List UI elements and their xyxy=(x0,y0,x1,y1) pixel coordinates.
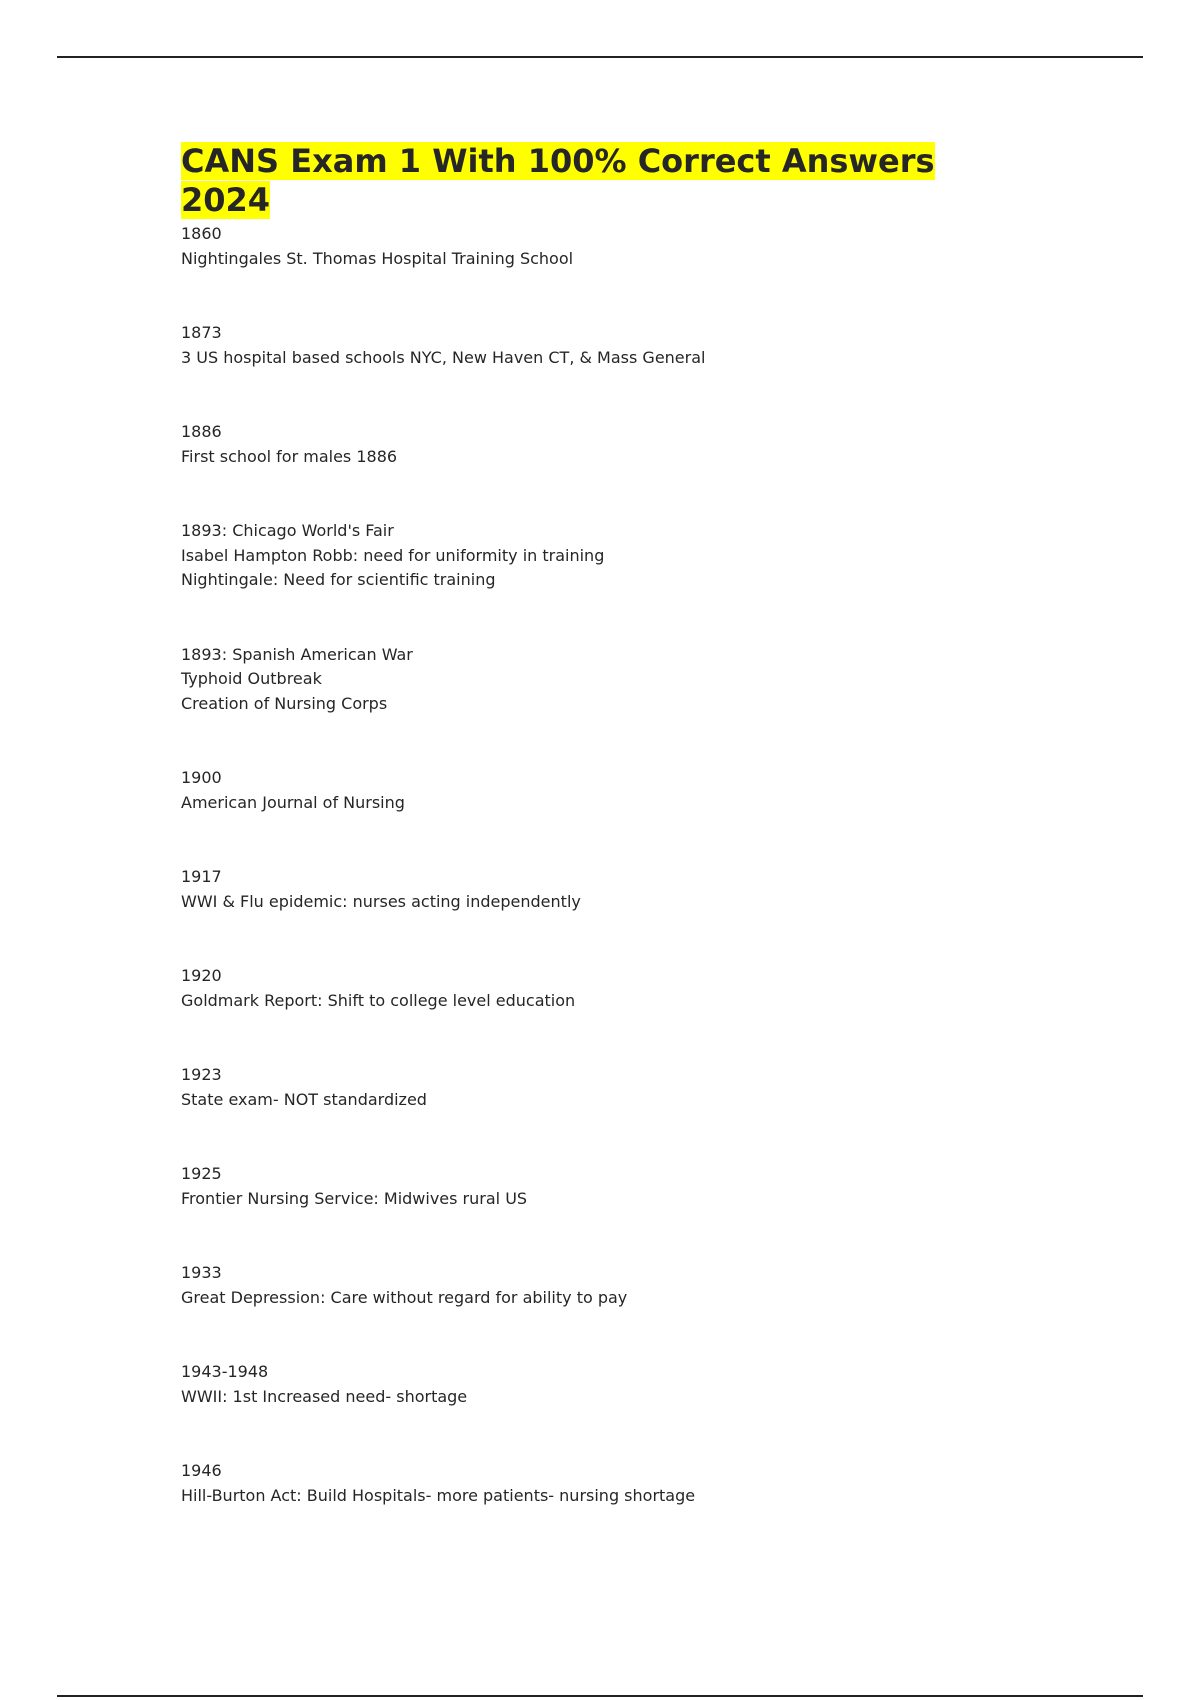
flashcard-definition-line: Nightingale: Need for scientific training xyxy=(181,570,496,589)
flashcard-definition-line: WWI & Flu epidemic: nurses acting independently xyxy=(181,891,581,911)
flashcard-definition-line: Creation of Nursing Corps xyxy=(181,693,388,713)
header-rule xyxy=(57,56,1143,58)
flashcard-entry xyxy=(181,519,981,593)
flashcard-term: 1873 xyxy=(181,323,222,342)
flashcard-definition-line: WWII: 1st Increased need- shortage xyxy=(181,1386,468,1406)
flashcard-definition-line: Frontier Nursing Service: Midwives rural US xyxy=(181,1188,528,1208)
flashcard-definition-line: American Journal of Nursing xyxy=(181,792,405,812)
flashcard-entry xyxy=(181,865,981,914)
document-body xyxy=(181,142,981,1558)
flashcard-term: 1925 xyxy=(181,1164,222,1183)
flashcard-definition-line: Typhoid Outbreak xyxy=(181,669,322,688)
flashcard-entry xyxy=(181,1261,981,1310)
flashcard-entry xyxy=(181,643,981,717)
flashcard-definition-line: Great Depression: Care without regard for ability to pay xyxy=(181,1287,628,1307)
flashcard-term: 1900 xyxy=(181,768,222,787)
flashcard-entry xyxy=(181,1162,981,1211)
flashcard-entry xyxy=(181,1459,981,1508)
flashcard-definition-line: Hill-Burton Act: Build Hospitals- more patients- nursing shortage xyxy=(181,1485,696,1505)
flashcard-definition-line: Goldmark Report: Shift to college level education xyxy=(181,990,576,1010)
flashcard-entry xyxy=(181,420,981,469)
flashcard-entry xyxy=(181,1360,981,1409)
flashcard-term: 1933 xyxy=(181,1263,222,1282)
flashcard-term: 1943-1948 xyxy=(181,1362,269,1381)
flashcard-entry xyxy=(181,964,981,1013)
flashcard-list xyxy=(181,222,981,1508)
flashcard-entry xyxy=(181,766,981,815)
flashcard-definition-line: 3 US hospital based schools NYC, New Haven CT, & Mass General xyxy=(181,347,706,367)
document-title-text: CANS Exam 1 With 100% Correct Answers 2024 xyxy=(181,142,935,219)
flashcard-term: 1946 xyxy=(181,1461,222,1480)
document-title xyxy=(181,142,981,220)
flashcard-term: 1893: Spanish American War xyxy=(181,644,413,664)
flashcard-term: 1917 xyxy=(181,867,222,886)
flashcard-definition-line: Isabel Hampton Robb: need for uniformity in training xyxy=(181,545,605,565)
flashcard-entry xyxy=(181,321,981,370)
flashcard-entry xyxy=(181,222,981,271)
flashcard-definition-line: State exam- NOT standardized xyxy=(181,1089,427,1109)
flashcard-term: 1893: Chicago World's Fair xyxy=(181,521,394,540)
flashcard-term: 1920 xyxy=(181,966,222,985)
flashcard-definition-line: Nightingales St. Thomas Hospital Training School xyxy=(181,248,574,268)
flashcard-definition-line: First school for males 1886 xyxy=(181,446,398,466)
flashcard-entry xyxy=(181,1063,981,1112)
flashcard-term: 1886 xyxy=(181,422,222,441)
flashcard-term: 1923 xyxy=(181,1065,222,1084)
flashcard-term: 1860 xyxy=(181,224,222,243)
footer-rule xyxy=(57,1695,1143,1697)
